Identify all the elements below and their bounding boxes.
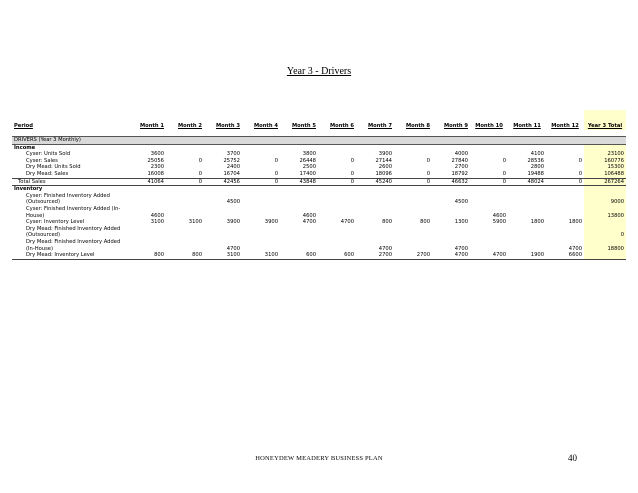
year-total-cell: 23100 [584,151,626,158]
month-cell: 19488 [527,170,544,177]
month-cell: 800 [420,219,430,226]
row-label: Cyser: Units Sold [26,151,71,158]
month-cell [394,206,432,219]
month-cell: 800 [382,219,392,226]
month-cell [508,239,546,252]
month-header: Month 4 [253,123,278,130]
year-total-cell: 9000 [584,193,626,206]
row-label: Dry Mead: Sales [26,170,69,177]
month-cell: 4700 [432,252,470,259]
month-cell: 48024 [508,178,546,186]
month-cell [128,226,166,239]
month-cell [128,193,166,206]
month-cell: 2700 [394,252,432,259]
month-cell: 18096 [375,170,392,177]
inventory-row [12,219,626,226]
month-cell [128,239,166,252]
month-cell: 4600 [492,212,506,219]
month-cell: 4100 [530,151,544,158]
month-cell: 0 [394,178,432,186]
month-cell: 0 [350,170,354,177]
month-header: Month 3 [215,123,240,130]
month-cell: 4500 [454,199,468,206]
month-cell [546,193,584,206]
year-total-cell: 106488 [584,171,626,178]
month-cell: 4000 [454,151,468,158]
month-cell: 2800 [530,164,544,171]
month-cell [470,151,508,158]
month-cell [242,193,280,206]
month-cell: 4600 [302,212,316,219]
month-cell: 43848 [280,178,318,186]
header-row [12,110,626,130]
month-cell [280,239,318,252]
month-cell: 0 [198,170,202,177]
month-header: Month 10 [475,123,503,130]
month-cell: 1900 [508,252,546,259]
month-cell [470,193,508,206]
month-cell: 800 [166,252,204,259]
row-label: Cyser: Finished Inventory Added (In-House) [26,205,121,219]
month-cell: 16008 [147,170,164,177]
month-cell [356,193,394,206]
income-row [12,164,626,171]
page-title: Year 3 - Drivers [286,66,352,77]
month-cell: 6600 [546,252,584,259]
month-cell [166,226,204,239]
month-cell: 0 [166,178,204,186]
month-cell: 18792 [451,170,468,177]
month-cell [394,226,432,239]
section-label: DRIVERS (Year 3 Monthly) [12,137,626,145]
income-heading: Income [14,144,36,151]
row-label: Dry Mead: Inventory Level [12,252,128,259]
month-cell: 3100 [204,252,242,259]
month-cell: 25752 [223,157,240,164]
month-header: Month 11 [513,123,541,130]
month-cell: 2500 [302,164,316,171]
month-cell: 4700 [226,245,240,252]
month-cell [546,151,584,158]
month-cell [204,206,242,219]
month-cell [432,206,470,219]
month-cell [166,239,204,252]
month-cell [508,226,546,239]
month-cell: 16704 [223,170,240,177]
month-cell [204,226,242,239]
month-cell [394,239,432,252]
month-cell: 0 [274,157,278,164]
income-row [12,158,626,165]
month-cell: 0 [578,157,582,164]
month-cell [508,193,546,206]
table-body [12,110,626,259]
income-heading-row [12,144,626,151]
month-cell: 4600 [150,212,164,219]
month-header: Month 12 [551,123,579,130]
month-cell: 3800 [302,151,316,158]
month-cell: 17400 [299,170,316,177]
month-cell [318,193,356,206]
month-cell [470,226,508,239]
month-cell: 0 [350,157,354,164]
month-cell: 600 [280,252,318,259]
month-cell: 0 [470,178,508,186]
month-cell: 42456 [204,178,242,186]
month-cell: 2700 [356,252,394,259]
month-cell [166,164,204,171]
month-cell: 2300 [150,164,164,171]
month-cell: 4500 [226,199,240,206]
inventory-row [12,193,626,206]
inventory-row [12,226,626,239]
month-cell: 3700 [226,151,240,158]
month-cell [432,226,470,239]
month-cell [166,193,204,206]
month-cell: 0 [426,170,430,177]
month-cell [318,239,356,252]
month-header: Month 6 [329,123,354,130]
year-total-cell: 160776 [584,158,626,165]
month-cell: 0 [546,178,584,186]
month-cell: 2600 [378,164,392,171]
income-row [12,151,626,158]
year-total-cell [584,252,626,259]
year-total-cell: 15300 [584,164,626,171]
month-cell: 45240 [356,178,394,186]
inventory-row [12,206,626,219]
month-header: Month 7 [367,123,392,130]
row-label: Dry Mead: Finished Inventory Added (In-House) [26,238,121,252]
year-total-cell: 267264 [584,178,626,186]
row-label: Cyser: Sales [26,157,58,164]
month-cell: 1800 [530,219,544,226]
month-cell: 46632 [432,178,470,186]
month-cell [242,151,280,158]
month-cell: 0 [578,170,582,177]
inventory-heading-row [12,186,626,193]
month-cell: 4700 [470,252,508,259]
month-cell: 1300 [454,219,468,226]
month-cell [318,151,356,158]
month-cell [166,206,204,219]
month-cell [356,206,394,219]
month-cell [242,206,280,219]
month-cell: 0 [274,170,278,177]
row-label: Cyser: Inventory Level [26,219,85,226]
month-cell [356,226,394,239]
month-cell: 3900 [264,219,278,226]
month-cell [470,164,508,171]
month-cell [318,164,356,171]
month-cell: 3900 [226,219,240,226]
month-cell [166,151,204,158]
income-row [12,171,626,178]
month-header: Month 9 [443,123,468,130]
footer-text: HONEYDEW MEADERY BUSINESS PLAN [255,455,383,462]
month-header: Month 5 [291,123,316,130]
month-cell: 4700 [340,219,354,226]
month-header: Month 2 [177,123,202,130]
month-cell [394,164,432,171]
month-cell: 0 [426,157,430,164]
inventory-row [12,252,626,259]
total-sales-row [12,178,626,186]
month-cell [242,226,280,239]
period-header: Period [14,123,33,130]
month-cell: 28536 [527,157,544,164]
month-cell [318,206,356,219]
page-number: 40 [568,453,577,463]
month-cell [508,206,546,219]
month-cell: 0 [318,178,356,186]
month-cell [394,193,432,206]
month-cell: 3600 [150,151,164,158]
month-cell: 2700 [454,164,468,171]
year-total-cell: 13800 [584,206,626,219]
month-header: Month 8 [405,123,430,130]
inventory-row [12,239,626,252]
month-cell [470,239,508,252]
month-cell: 27144 [375,157,392,164]
month-cell: 25056 [147,157,164,164]
month-cell [318,226,356,239]
month-cell: 0 [502,157,506,164]
year-total-cell [584,219,626,226]
month-cell: 26448 [299,157,316,164]
month-cell: 4700 [454,245,468,252]
month-cell [280,193,318,206]
month-cell: 4700 [302,219,316,226]
row-label: Dry Mead: Units Sold [26,164,81,171]
month-cell: 41064 [128,178,166,186]
month-cell [546,164,584,171]
month-cell: 600 [318,252,356,259]
year-total-cell: 18800 [584,239,626,252]
month-cell: 0 [502,170,506,177]
drivers-table [12,110,626,260]
month-cell: 2400 [226,164,240,171]
month-cell [394,151,432,158]
month-cell [546,226,584,239]
month-cell: 1800 [568,219,582,226]
year-total-header: Year 3 Total [584,110,626,130]
month-cell: 3100 [150,219,164,226]
month-cell: 0 [242,178,280,186]
month-cell: 27840 [451,157,468,164]
row-label: Dry Mead: Finished Inventory Added (Outsourced) [26,225,121,239]
month-header: Month 1 [139,123,164,130]
month-cell: 3100 [242,252,280,259]
month-cell: 0 [198,157,202,164]
inventory-heading: Inventory [14,186,43,193]
month-cell [242,239,280,252]
month-cell [242,164,280,171]
month-cell: 5900 [492,219,506,226]
month-cell: 3900 [378,151,392,158]
month-cell [546,206,584,219]
section-row [12,137,626,145]
month-cell: 4700 [378,245,392,252]
month-cell: 3100 [188,219,202,226]
row-label: Total Sales [12,178,128,186]
month-cell [280,226,318,239]
row-label: Cyser: Finished Inventory Added (Outsourced) [26,192,110,206]
month-cell: 4700 [568,245,582,252]
month-cell: 800 [128,252,166,259]
year-total-cell: 0 [584,226,626,239]
